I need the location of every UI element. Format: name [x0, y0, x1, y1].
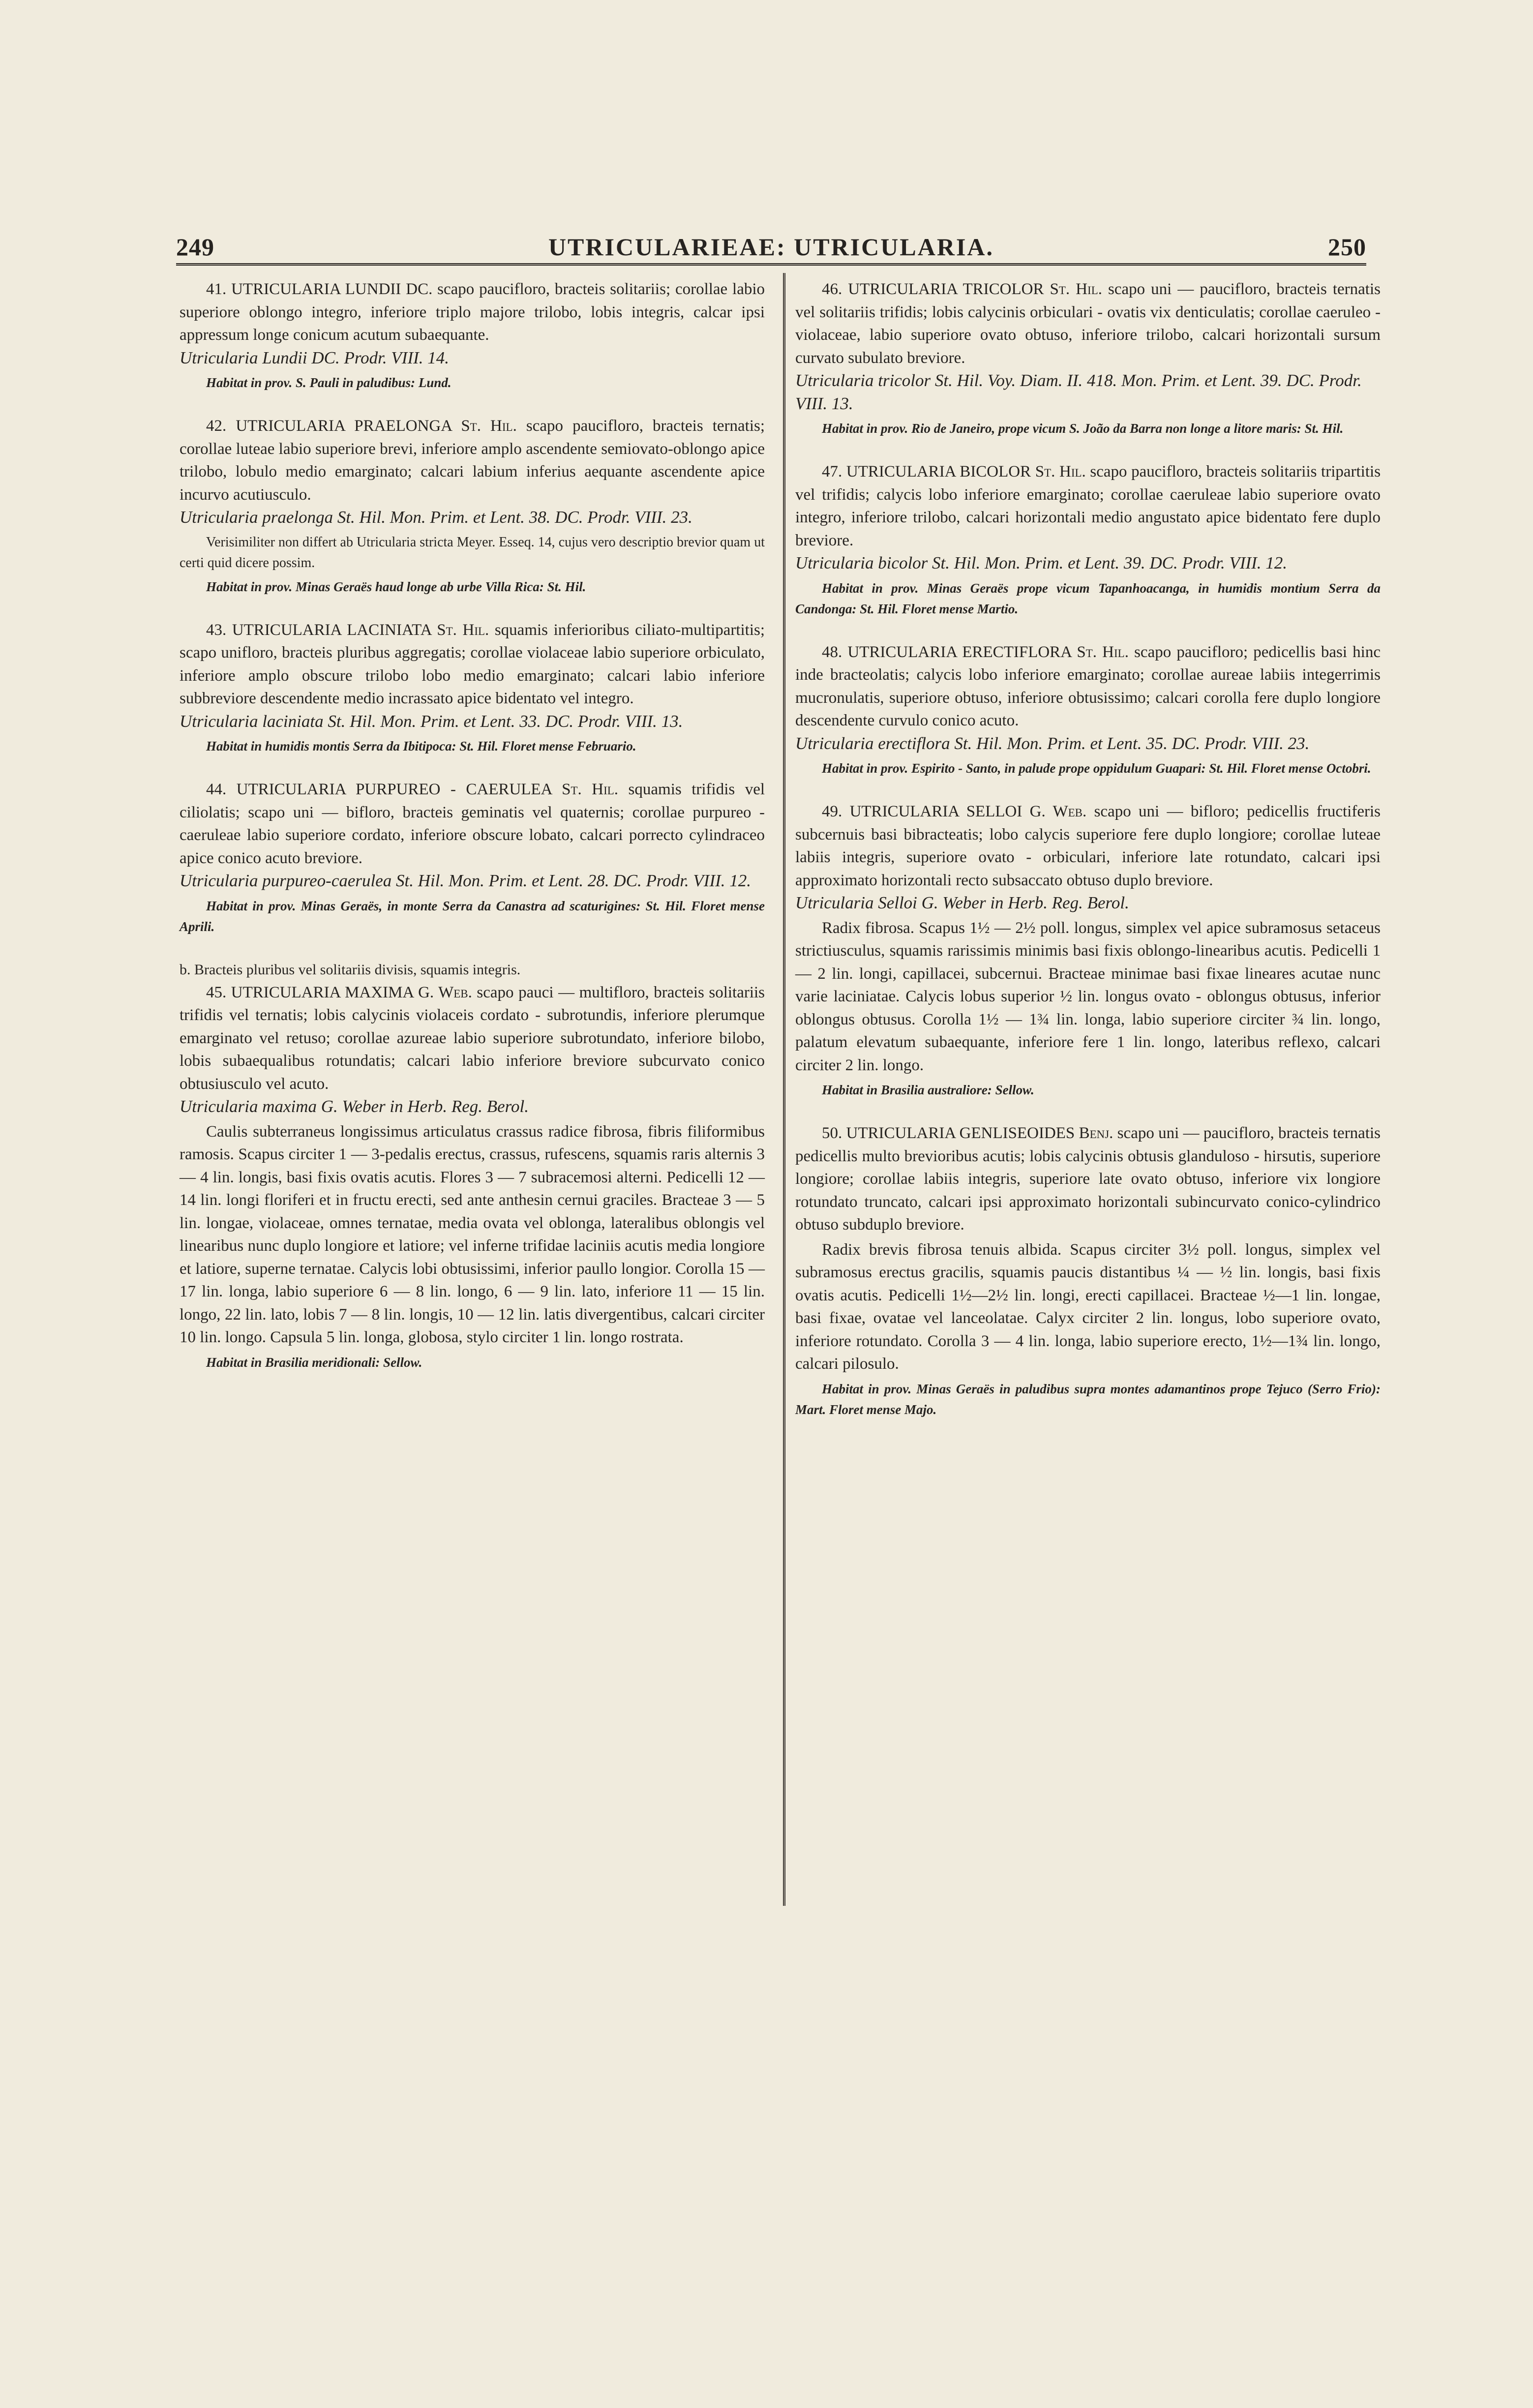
species-name: UTRICULARIA LUNDII [231, 280, 401, 298]
synonym: Utricularia maxima G. Weber in Herb. Reg. Berol. [180, 1097, 529, 1116]
species-entry-46 [795, 278, 1381, 439]
species-entry-44 [180, 778, 765, 937]
species-author: St. Hil. [562, 781, 619, 798]
synonym: Utricularia purpureo-caerulea St. Hil. Mon. Prim. et Lent. 28. DC. Prodr. VIII. 12. [180, 871, 751, 890]
species-number: 42. [206, 417, 227, 435]
species-number: 41. [206, 280, 227, 298]
habitat: Habitat in humidis montis Serra da Ibitipoca: St. Hil. Floret mense Februario. [206, 739, 636, 753]
species-name: UTRICULARIA LACINIATA [232, 621, 431, 639]
page-number-left: 249 [176, 233, 214, 261]
species-number: 50. [822, 1124, 842, 1142]
species-name: UTRICULARIA BICOLOR [846, 463, 1031, 481]
species-entry-50 [795, 1122, 1381, 1420]
habitat: Habitat in prov. Minas Geraës in paludibus supra montes adamantinos prope Tejuco (Serro Frio): Mart. Floret mense Majo. [795, 1381, 1381, 1417]
species-author: DC. [406, 280, 433, 298]
species-author: St. Hil. [1035, 463, 1086, 481]
species-name: UTRICULARIA PRAELONGA [236, 417, 452, 435]
species-entry-48 [795, 641, 1381, 779]
habitat: Habitat in Brasilia meridionali: Sellow. [206, 1354, 422, 1370]
species-diagnosis: squamis inferioribus ciliato-multipartitis; scapo unifloro, bracteis pluribus aggregatis; corollae violaceae labio superiore orbiculato, inferiore amplo obscure trilobo lobo medio emarginato; calcari labio inferiore subbreviore descendente medio incrassato apice bidentato vel integro. [180, 621, 765, 707]
species-entry-47 [795, 460, 1381, 619]
species-name: UTRICULARIA GENLISEOIDES [846, 1124, 1075, 1142]
species-diagnosis: scapo paucifloro; pedicellis basi hinc inde bracteolatis; calycis lobo inferiore emarginato; corollae aureae labiis integerrimis mucronulatis, superiore obtuso, inferiore obtusissimo; calcari corolla fere duplo longiore descendente curvulo conico acuto. [795, 643, 1381, 729]
species-number: 45. [206, 983, 227, 1001]
species-author: St. Hil. [1077, 643, 1129, 661]
running-head [176, 224, 1366, 266]
page-number-right: 250 [1328, 233, 1366, 261]
synonym: Utricularia bicolor St. Hil. Mon. Prim. et Lent. 39. DC. Prodr. VIII. 12. [795, 553, 1288, 572]
species-entry-42 [180, 415, 765, 597]
species-diagnosis: scapo paucifloro, bracteis solitariis tripartitis vel trifidis; calycis lobo inferiore emarginato; corollae caeruleae labio superiore ovato integro, inferiore trilobo, calcari horizontali medio angustato apice bidentato fere duplo breviore. [795, 463, 1381, 549]
species-number: 43. [206, 621, 227, 639]
header-rule [176, 263, 1366, 266]
species-author: G. Web. [418, 983, 472, 1001]
left-column [180, 278, 765, 1394]
habitat: Habitat in prov. Espirito - Santo, in palude prope oppidulum Guapari: St. Hil. Floret mense Octobri. [822, 761, 1371, 776]
species-diagnosis: squamis trifidis vel ciliolatis; scapo uni — bifloro, bracteis geminatis vel quaternis; corollae purpureo - caeruleae labio superiore cordato, inferiore obscure lobato, calcari porrecto cylindraceo apice conico acuto breviore. [180, 781, 765, 867]
synonym: Utricularia Selloi G. Weber in Herb. Reg. Berol. [795, 893, 1129, 912]
habitat: Habitat in Brasilia australiore: Sellow. [822, 1083, 1034, 1097]
synonym: Utricularia Lundii DC. Prodr. VIII. 14. [180, 348, 450, 367]
species-author: St. Hil. [437, 621, 489, 639]
species-diagnosis: scapo uni — paucifloro, bracteis ternatis vel solitariis trifidis; lobis calycinis orbiculari - ovatis vix denticulatis; corollae caeruleo - violaceae, labio superiore ovato obtuso, inferiore trilobo, calcari horizontali sursum curvato subulato breviore. [795, 280, 1381, 367]
species-name: UTRICULARIA TRICOLOR [848, 280, 1044, 298]
synonym: Utricularia erectiflora St. Hil. Mon. Prim. et Lent. 35. DC. Prodr. VIII. 23. [795, 733, 1310, 753]
species-diagnosis: scapo uni — paucifloro, bracteis ternatis pedicellis multo brevioribus acutis; lobis calycinis obtusis glanduloso - hirsutis, superiore longiore; corollae labiis integris, superiore late ovato obtuso, inferiore vix longiore rotundato truncato, calcari ipsi approximato horizontali subincurvato conico-cylindrico obtuso subduplo breviore. [795, 1124, 1381, 1234]
synonym: Utricularia laciniata St. Hil. Mon. Prim. et Lent. 33. DC. Prodr. VIII. 13. [180, 711, 683, 731]
species-name: UTRICULARIA ERECTIFLORA [847, 643, 1072, 661]
species-entry-43 [180, 619, 765, 757]
species-diagnosis: scapo paucifloro, bracteis solitariis; corollae labio superiore oblongo integro, inferiore triplo majore trilobo, lobis integris, calcar ipsi appressum longe conicum acutum subaequante. [180, 280, 765, 344]
habitat: Habitat in prov. Minas Geraës, in monte Serra da Canastra ad scaturigines: St. Hil. Floret mense Aprili. [180, 898, 765, 934]
species-author: St. Hil. [461, 417, 517, 435]
description: Radix brevis fibrosa tenuis albida. Scapus circiter 3½ poll. longus, simplex vel subramosus erectus gracilis, squamis paucis distantibus ¼ — ½ lin. longis, basi fixis ovatis acutis. Pedicelli 1½—2½ lin. longi, erecti capillacei. Bracteae ½—1 lin. longae, basi fixae, ovatae vel lanceolatae. Calyx circiter 2 lin. longus, lobo superiore ovato, inferiore rotundato. Corolla 3 — 4 lin. longa, labio superiore erecto, 1½—1¾ lin. longo, calcari pilosulo. [795, 1240, 1381, 1373]
habitat: Habitat in prov. Minas Geraës haud longe ab urbe Villa Rica: St. Hil. [206, 579, 586, 594]
habitat: Habitat in prov. Rio de Janeiro, prope vicum S. João da Barra non longe a litore maris: St. Hil. [822, 421, 1344, 436]
column-divider [783, 273, 785, 1906]
synonym: Utricularia tricolor St. Hil. Voy. Diam. II. 418. Mon. Prim. et Lent. 39. DC. Prodr. VIII. 13. [795, 371, 1362, 413]
species-number: 46. [822, 280, 842, 298]
description: Caulis subterraneus longissimus articulatus crassus radice fibrosa, fibris filiformibus ramosis. Scapus circiter 1 — 3-pedalis erectus, crassus, rufescens, squamis raris alternis 3 — 4 lin. longis, basi fixis ovatis acutis. Flores 3 — 7 subracemosi alterni. Pedicelli 12 — 14 lin. longi floriferi et in fructu erecti, sed ante anthesin cernui graciles. Bracteae 3 — 5 lin. longae, violaceae, omnes ternatae, media ovata vel oblonga, lateralibus oblongis vel linearibus nunc duplo longiore et latiore; vel inferne trifidae laciniis acutis media longiore et latiore, superne ternatae. Calycis lobi obtusissimi, inferior paullo longior. Corolla 15 — 17 lin. longa, labio superiore 6 — 8 lin. longo, 6 — 9 lin. lato, inferiore 11 — 15 lin. longo, 22 lin. lato, lobis 7 — 8 lin. longis, 10 — 12 lin. latis divergentibus, calcari circiter 10 lin. longo. Capsula 5 lin. longa, globosa, stylo circiter 1 lin. longo rostrata. [180, 1122, 765, 1346]
habitat: Habitat in prov. Minas Geraës prope vicum Tapanhoacanga, in humidis montium Serra da Candonga: St. Hil. Floret mense Martio. [795, 580, 1381, 616]
species-name: UTRICULARIA MAXIMA [231, 983, 414, 1001]
species-number: 44. [206, 781, 227, 798]
species-entry-45 [180, 959, 765, 1373]
species-number: 47. [822, 463, 842, 481]
species-diagnosis: scapo uni — bifloro; pedicellis fructiferis subcernuis basi bibracteatis; lobo calycis superiore fere duplo longiore; corollae luteae labiis integris, superiore ovato - orbiculari, inferiore late rotundato, calcari ipsi approximato horizontali recto subsaccato obtuso duplo breviore. [795, 803, 1381, 889]
species-entry-49 [795, 800, 1381, 1100]
species-author: Benj. [1079, 1124, 1113, 1142]
habitat: Habitat in prov. S. Pauli in paludibus: Lund. [206, 375, 451, 390]
species-diagnosis: scapo paucifloro, bracteis ternatis; corollae luteae labio superiore brevi, inferiore amplo ascendente semiovato-oblongo apice trilobo, lobulo medio emarginato; calcari labium inferius aequante ascendente apice incurvo acutiusculo. [180, 417, 765, 504]
species-diagnosis: scapo pauci — multifloro, bracteis solitariis trifidis vel ternatis; lobis calycinis violaceis cordato - subrotundis, inferiore plerumque emarginato vel retuso; corollae azureae labio superiore subrotundato, inferiore bilobo, lobis subaequalibus rotundatis; calcari labio inferiore breviore subcurvato conico obtusiusculo vel acuto. [180, 983, 765, 1093]
species-name: UTRICULARIA SELLOI [849, 803, 1022, 820]
species-entry-41 [180, 278, 765, 393]
species-author: G. Web. [1029, 803, 1087, 820]
right-column [795, 278, 1381, 1442]
running-title: UTRICULARIEAE: UTRICULARIA. [548, 233, 994, 261]
description: Radix fibrosa. Scapus 1½ — 2½ poll. longus, simplex vel apice subramosus setaceus strictiusculus, squamis rarissimis minimis basi fixis oblongo-linearibus acutis. Pedicelli 1 — 2 lin. longi, capillacei, subcernui. Bracteae minimae basi fixae lineares acutae nunc varie laciniatae. Calycis lobus superior ½ lin. longus ovato - oblongus obtusus, inferior oblongus obtusus. Corolla 1½ — 1¾ lin. longa, labio superiore circiter ¾ lin. longo, palatum elevatum subaequante, inferiore fere 1 lin. longo, lateribus reflexo, calcari circiter 2 lin. longo. [795, 919, 1381, 1074]
species-author: St. Hil. [1050, 280, 1102, 298]
species-name: UTRICULARIA PURPUREO - CAERULEA [236, 781, 552, 798]
note: Verisimiliter non differt ab Utricularia stricta Meyer. Esseq. 14, cujus vero descriptio brevior quam ut certi quid dicere possim. [180, 534, 765, 571]
synonym: Utricularia praelonga St. Hil. Mon. Prim. et Lent. 38. DC. Prodr. VIII. 23. [180, 508, 692, 527]
species-number: 48. [822, 643, 842, 661]
subsection-heading: b. Bracteis pluribus vel solitariis divisis, squamis integris. [180, 961, 521, 978]
species-number: 49. [822, 803, 842, 820]
